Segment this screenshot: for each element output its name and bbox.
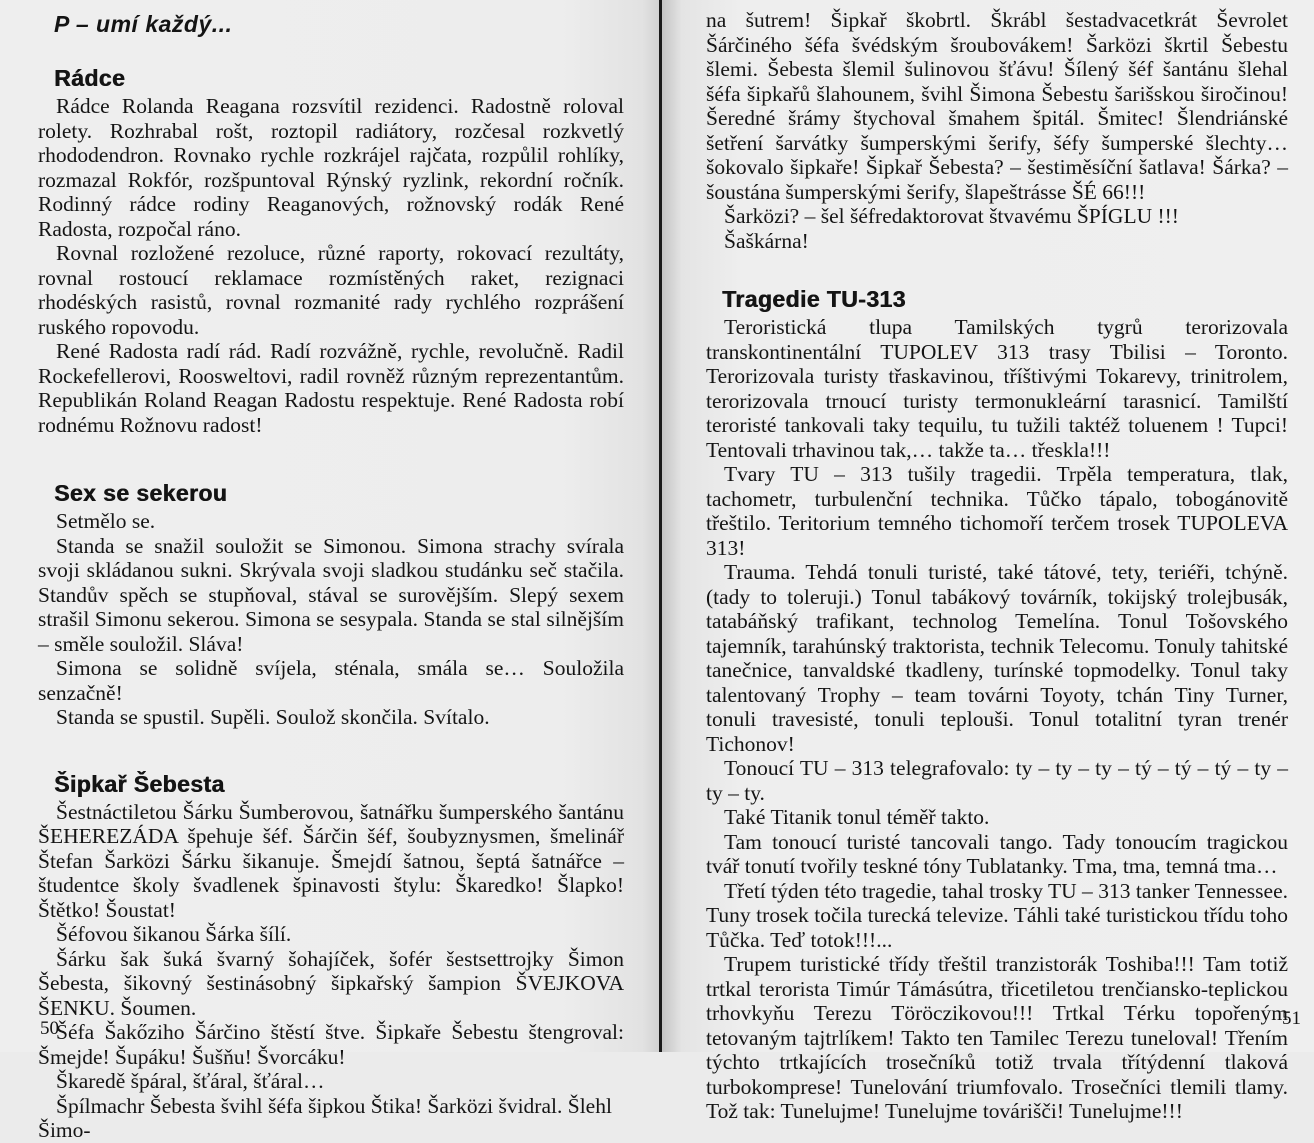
right-page <box>662 0 1314 1123</box>
section-title-sex-se-sekerou: Sex se sekerou <box>54 480 228 506</box>
paragraph: Simona se solidně svíjela, sténala, smála se… Souložila senzačně! <box>38 656 624 705</box>
running-head: P – umí každý... <box>54 11 233 37</box>
section-title-sipkar-sebesta: Šipkař Šebesta <box>54 770 225 797</box>
page-number: 50 <box>40 1018 59 1039</box>
paragraph: Šestnáctiletou Šárku Šumberovou, šatnářku šumperského šantánu ŠEHEREZÁDA špehuje šéf. Šárčin šéf, šoubyznysmen, šmelinář Štefan Šarközi Šárku šikanuje. Šmejdí šatnou, šeptá šatnářce – študentce školy švadlenek špinavosti štylu: Škaredko! Šlapko! Štětko! Šoustat! <box>38 799 624 922</box>
left-column <box>38 10 624 1143</box>
paragraph: Tvary TU – 313 tušily tragedii. Trpěla temperatura, tlak, tachometr, turbulenční technika. Tůčko tápalo, tobogánovitě třeštilo. Teritorium temného tichomoří terčem trosek TUPOLEVA 313! <box>706 462 1288 560</box>
paragraph: Tonoucí TU – 313 telegrafovalo: ty – ty – ty – tý – tý – tý – ty – ty – ty. <box>706 756 1288 805</box>
paragraph: Standa se snažil souložit se Simonou. Simona strachy svírala svoji skládanou sukni. Skrývala svoji sladkou studánku seč stačila. Standův spěch se stupňoval, stával se surovějším. Slepý sexem strašil Simonu sekerou. Simona se sesypala. Standa se stal silnějším – směle souložil. Sláva! <box>38 533 624 656</box>
paragraph: Šéfa Šakőziho Šárčino štěstí štve. Šipkaře Šebestu štengroval: Šmejde! Šupáku! Šušňu! Švorcáku! <box>38 1020 624 1069</box>
paragraph: Šaškárna! <box>724 228 809 253</box>
paragraph: Tam tonoucí turisté tancovali tango. Tady tonoucím tragickou tvář tonutí tvořily teskné tóny Tublatanky. Tma, tma, temná tma… <box>706 829 1288 878</box>
paragraph: Šárku šak šuká švarný šohajíček, šofér šestsettrojky Šimon Šebesta, šikovný šestinásobný šipkařský šampion ŠVEJKOVA ŠENKU. Šoumen. <box>38 946 624 1020</box>
paragraph: Špílmachr Šebesta švihl šéfa šipkou Štika! Šarközi švidral. Šlehl Šimo- <box>38 1093 612 1142</box>
paragraph: Rádce Rolanda Reagana rozsvítil rezidenci. Radostně roloval rolety. Rozhrabal rošt, roztopil radiátory, rozčesal rozkvetlý rhododendron. Rovnako rychle rozkrájel rajčata, rozpůlil rohlíky, rozmazal Rokfór, rozšpuntoval Rýnský ryzlink, rekordní ročník. Rodinný rádce rodiny Reaganových, rožnovský rodák René Radosta, rozpočal ráno. <box>38 94 624 241</box>
paragraph: na šutrem! Šipkař škobrtl. Škrábl šestadvacetkrát Ševrolet Šárčiného šéfa švédským šroubovákem! Šarközi škrtil Šebestu šlemi. Šebesta šlemil šulinovou šťávu! Šílený šéf šantánu šlehal šéfa šipkařů šlahounem, švihl Šimona Šebestu šarišskou širočinou! Šeredné šrámy štychoval šmahem špitál. Šmitec! Šlendriánské šetření šarvátky šumperskými šerify, šéfy šumperské šlechty… šokovalo šipkaře! Šipkař Šebesta? – šestiměsíční šatlava! Šárka? – šoustána šumperskými šerify, šlapeštrásse ŠÉ 66!!! <box>706 8 1288 204</box>
section-title-tragedie: Tragedie TU-313 <box>722 286 906 312</box>
paragraph: Teroristická tlupa Tamilských tygrů terorizovala transkontinentální TUPOLEV 313 trasy Tbilisi – Toronto. Terorizovala turisty třaskavinou, tříštivými Tokarevy, trinitrolem, terorizovala trnoucí turisty termonukleární tarasnicí. Tamilští teroristé tankovali taky tequilu, tu tužili taktéž toluenem ! Tupci! Tentovali trhavinou tak,… takže ta… třeskla!!! <box>706 315 1288 462</box>
paragraph: Šéfovou šikanou Šárka šílí. <box>56 922 292 946</box>
paragraph: René Radosta radí rád. Radí rozvážně, rychle, revolučně. Radil Rockefellerovi, Roosweltovi, radil rovněž různým reprezentantům. Republikán Roland Reagan Radostu respektuje. René Radosta robí rodnému Rožnovu radost! <box>38 339 624 437</box>
paragraph: Setmělo se. <box>56 509 156 533</box>
section-title-radce: Rádce <box>54 65 126 91</box>
paragraph: Trauma. Tehdá tonuli turisté, také tátové, tety, teriéři, tchýně. (tady to toleruji.) Tonul tabákový továrník, tokijský trolejbusák, tatabáňský trafikant, technolog Temelína. Tonul Tošovského tajemník, tarahúnský traktorista, technik Telecomu. Tonuly tahitské tanečnice, tanvaldské tkadleny, turínské topmodelky. Tonul taky talentovaný Trophy – team továrni Toyoty, tchán Tiny Turner, tonuli travesisté, tonuli teplouši. Tonul totalitní tyran trenér Tichonov! <box>706 560 1288 756</box>
right-column <box>706 8 1288 1124</box>
paragraph: Rovnal rozložené rezoluce, různé raporty, rokovací rezultáty, rovnal rostoucí reklamace rozmístěných raket, rezignaci rhodéských rasistů, rovnal rozmanité rady rychlého rozprášení ruského ropovodu. <box>38 241 624 339</box>
paragraph: Trupem turistické třídy třeštil tranzistorák Toshiba!!! Tam totiž trtkal terorista Timúr Támásútra, třicetiletou trenčiansko-teplickou trhovkyňu Terezu Töröczikovou!!! Trtkal Térku topořeným tetovaným tajtrlíkem! Takto ten Tamilec Terezu tuneloval! Třením týchto trtkajících trosečníků totiž trvala třítýdenní tlaková turbokomprese! Tunelování triumfovalo. Trosečníci tlemili tlamy. Tož tak: Tunelujme! Tunelujme továrišči! Tunelujme!!! <box>706 952 1288 1123</box>
paragraph: Škaredě špáral, šťáral, šťáral… <box>56 1069 325 1093</box>
paragraph: Standa se spustil. Supěli. Soulož skončila. Svítalo. <box>56 705 490 729</box>
paragraph: Také Titanik tonul téměř takto. <box>724 805 990 829</box>
page-number: 51 <box>1282 1008 1301 1029</box>
paragraph: Šarközi? – šel šéfredaktorovat štvavému ŠPÍGLU !!! <box>724 204 1179 228</box>
paragraph: Třetí týden této tragedie, tahal trosky TU – 313 tanker Tennessee. Tuny trosek točila turecká televize. Táhli také turistickou třídu toho Tůčka. Teď totok!!!... <box>706 878 1288 952</box>
